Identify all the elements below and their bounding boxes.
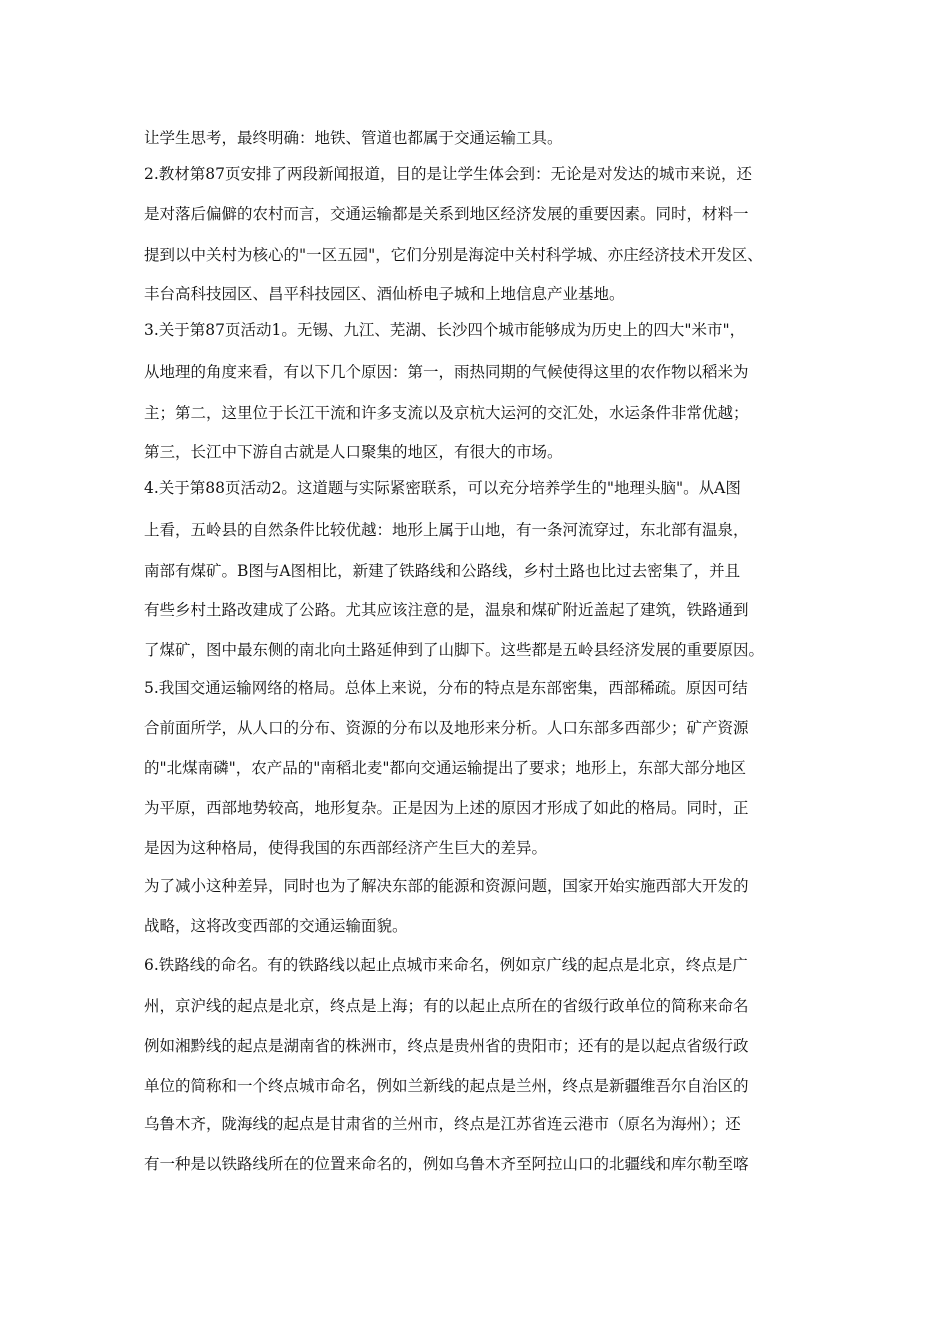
text-line: 是因为这种格局，使得我国的东西部经济产生巨大的差异。 [144, 839, 548, 857]
text-line: 有一种是以铁路线所在的位置来命名的，例如乌鲁木齐至阿拉山口的北疆线和库尔勒至喀 [144, 1155, 749, 1173]
text-line: 提到以中关村为核心的"一区五园"，它们分别是海淀中关村科学城、亦庄经济技术开发区、 [144, 246, 763, 264]
text-line: 从地理的角度来看，有以下几个原因：第一，雨热同期的气候使得这里的农作物以稻米为 [144, 363, 749, 381]
text-line: 3.关于第87页活动1。无锡、九江、芜湖、长沙四个城市能够成为历史上的四大"米市"， [144, 321, 746, 339]
text-line: 为平原，西部地势较高，地形复杂。正是因为上述的原因才形成了如此的格局。同时，正 [144, 799, 749, 817]
text-line: 单位的简称和一个终点城市命名，例如兰新线的起点是兰州，终点是新疆维吾尔自治区的 [144, 1077, 749, 1095]
text-line: 主；第二，这里位于长江干流和许多支流以及京杭大运河的交汇处，水运条件非常优越； [144, 404, 749, 422]
text-line: 南部有煤矿。B图与A图相比，新建了铁路线和公路线，乡村土路也比过去密集了，并且 [144, 562, 741, 580]
text-line: 为了减小这种差异，同时也为了解决东部的能源和资源问题，国家开始实施西部大开发的 [144, 877, 749, 895]
text-line: 例如湘黔线的起点是湖南省的株洲市，终点是贵州省的贵阳市；还有的是以起点省级行政 [144, 1037, 749, 1055]
text-line: 乌鲁木齐，陇海线的起点是甘肃省的兰州市，终点是江苏省连云港市（原名为海州）；还 [144, 1115, 741, 1133]
text-line: 让学生思考，最终明确：地铁、管道也都属于交通运输工具。 [144, 129, 563, 147]
text-line: 战略，这将改变西部的交通运输面貌。 [144, 917, 408, 935]
text-line: 2.教材第87页安排了两段新闻报道，目的是让学生体会到：无论是对发达的城市来说，还 [144, 165, 753, 183]
text-line: 合前面所学，从人口的分布、资源的分布以及地形来分析。人口东部多西部少；矿产资源 [144, 719, 749, 737]
text-line: 有些乡村土路改建成了公路。尤其应该注意的是，温泉和煤矿附近盖起了建筑，铁路通到 [144, 601, 749, 619]
text-line: 的"北煤南磷"，农产品的"南稻北麦"都向交通运输提出了要求；地形上，东部大部分地区 [144, 759, 747, 777]
text-line: 上看，五岭县的自然条件比较优越：地形上属于山地，有一条河流穿过，东北部有温泉， [144, 521, 749, 539]
text-line: 第三，长江中下游自古就是人口聚集的地区，有很大的市场。 [144, 443, 563, 461]
text-line: 6.铁路线的命名。有的铁路线以起止点城市来命名，例如京广线的起点是北京，终点是广 [144, 956, 748, 974]
text-line: 4.关于第88页活动2。这道题与实际紧密联系，可以充分培养学生的"地理头脑"。从A图 [144, 479, 741, 497]
text-line: 丰台高科技园区、昌平科技园区、酒仙桥电子城和上地信息产业基地。 [144, 285, 625, 303]
text-line: 州，京沪线的起点是北京，终点是上海；有的以起止点所在的省级行政单位的简称来命名 [144, 997, 749, 1015]
text-line: 是对落后偏僻的农村而言，交通运输都是关系到地区经济发展的重要因素。同时，材料一 [144, 205, 749, 223]
text-line: 5.我国交通运输网络的格局。总体上来说，分布的特点是东部密集，西部稀疏。原因可结 [144, 679, 748, 697]
text-line: 了煤矿，图中最东侧的南北向土路延伸到了山脚下。这些都是五岭县经济发展的重要原因。 [144, 641, 765, 659]
